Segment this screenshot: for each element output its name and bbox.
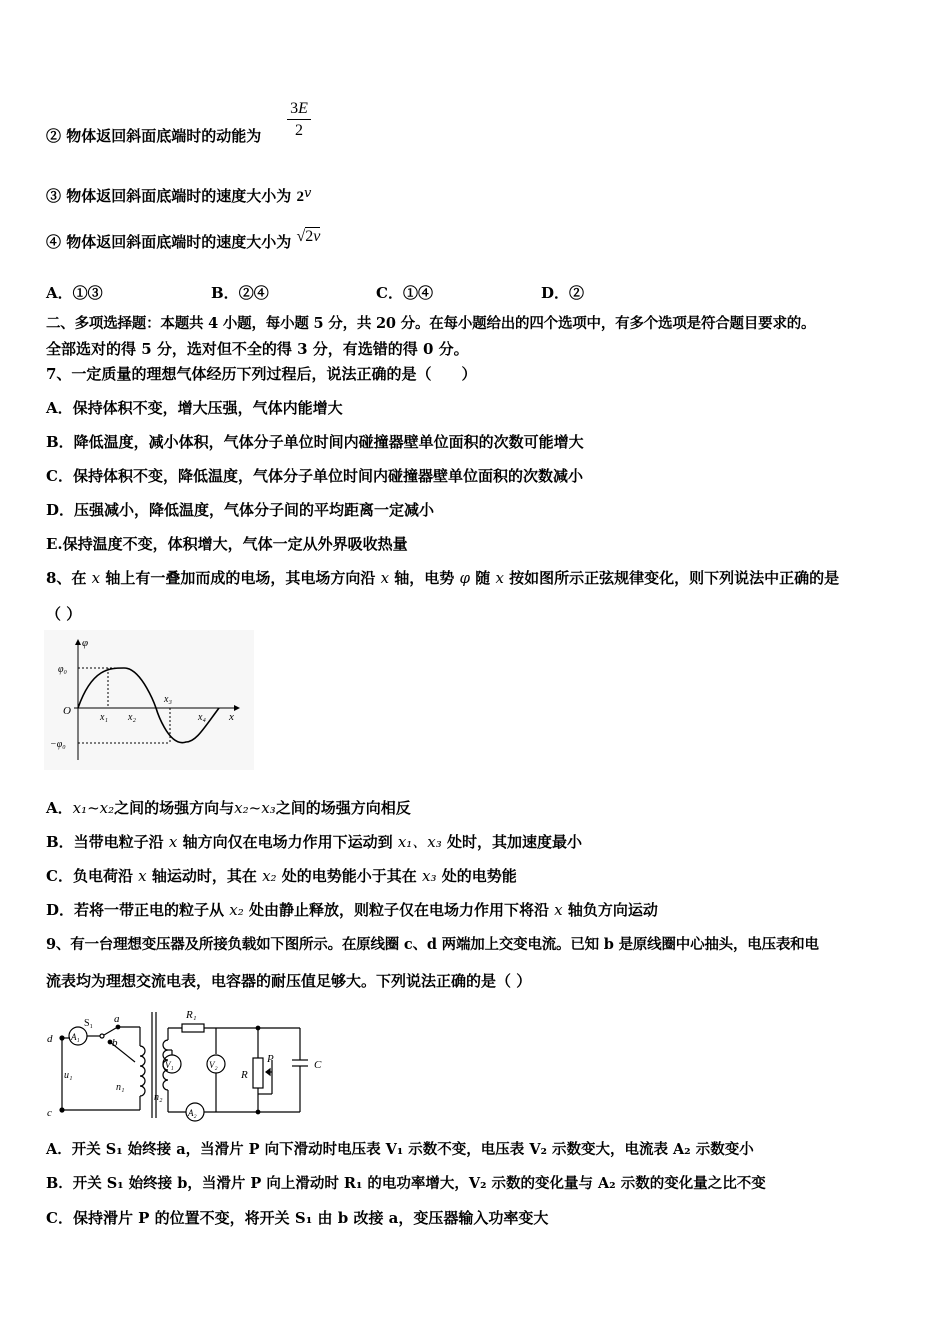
- resistor-r1-label: R₁: [186, 1009, 197, 1021]
- turns-n2-label: n₂: [154, 1092, 163, 1103]
- phi0-label: φ₀: [58, 664, 68, 675]
- x1-label: x₁: [100, 712, 108, 723]
- q8-option-c[interactable]: C．负电荷沿 x 轴运动时，其在 x₂ 处的电势能小于其在 x₃ 处的电势能: [46, 867, 517, 885]
- q8-option-a[interactable]: A．x₁~x₂之间的场强方向与x₂~x₃之间的场强方向相反: [46, 799, 411, 817]
- q8-option-d[interactable]: D．若将一带正电的粒子从 x₂ 处由静止释放，则粒子仅在电场力作用下将沿 x 轴负方向运动: [46, 901, 658, 919]
- tap-a-label: a: [114, 1013, 120, 1025]
- q6-option-b[interactable]: B．②④: [211, 284, 269, 302]
- kinetic-energy-fraction: [287, 100, 311, 140]
- capacitor-c-label: C: [314, 1059, 322, 1071]
- q9-stem-line2: 流表均为理想交流电表，电容器的耐压值足够大。下列说法正确的是（ ）: [46, 972, 532, 990]
- q7-option-a[interactable]: A．保持体积不变，增大压强，气体内能增大: [46, 399, 343, 417]
- slider-p-label: P: [267, 1053, 274, 1065]
- q6-option-c[interactable]: C．①④: [376, 284, 433, 302]
- q7-stem: 7、一定质量的理想气体经历下列过程后，说法正确的是（ ）: [46, 365, 477, 383]
- origin-label: O: [63, 705, 71, 717]
- q8-stem-blank: （ ）: [46, 605, 82, 623]
- x-axis-label: x: [229, 711, 234, 723]
- switch-s1-label: S₁: [84, 1018, 94, 1029]
- turns-n1-label: n₁: [116, 1082, 125, 1093]
- q9-option-b[interactable]: B．开关 S₁ 始终接 b，当滑片 P 向上滑动时 R₁ 的电功率增大，V₂ 示数的变化量与 A₂ 示数的变化量之比不变: [46, 1175, 766, 1192]
- x2-label: x₂: [128, 712, 136, 723]
- rheostat-r-label: R: [241, 1069, 248, 1081]
- q9-option-c[interactable]: C．保持滑片 P 的位置不变，将开关 S₁ 由 b 改接 a，变压器输入功率变大: [46, 1209, 549, 1227]
- ammeter-a2-label: A₂: [188, 1108, 197, 1118]
- statement-3: ③ 物体返回斜面底端时的速度大小为 2v: [46, 186, 312, 205]
- potential-sine-graph: [44, 630, 254, 770]
- q8-stem: 8、在 x 轴上有一叠加而成的电场，其电场方向沿 x 轴，电势 φ 随 x 按如图所示正弦规律变化，则下列说法中正确的是: [46, 569, 840, 587]
- statement-4: ④ 物体返回斜面底端时的速度大小为 √2v: [46, 228, 321, 251]
- x4-label: x₄: [198, 712, 206, 723]
- section-heading-line1: 二、多项选择题：本题共 4 小题，每小题 5 分，共 20 分。在每小题给出的四个选项中，有多个选项是符合题目要求的。: [46, 315, 816, 332]
- terminal-d: d: [47, 1033, 53, 1045]
- q9-option-a[interactable]: A．开关 S₁ 始终接 a，当滑片 P 向下滑动时电压表 V₁ 示数不变，电压表 V₂ 示数变大，电流表 A₂ 示数变小: [46, 1141, 754, 1158]
- q8-option-b[interactable]: B．当带电粒子沿 x 轴方向仅在电场力作用下运动到 x₁、x₃ 处时，其加速度最小: [46, 833, 583, 851]
- q7-option-e[interactable]: E.保持温度不变，体积增大，气体一定从外界吸收热量: [46, 535, 408, 553]
- q7-option-b[interactable]: B．降低温度，减小体积，气体分子单位时间内碰撞器壁单位面积的次数可能增大: [46, 433, 584, 451]
- neg-phi0-label: −φ₀: [50, 739, 66, 750]
- q7-option-d[interactable]: D．压强减小，降低温度，气体分子间的平均距离一定减小: [46, 501, 435, 519]
- voltmeter-v2-label: V₂: [209, 1060, 218, 1070]
- tap-b-label: b: [112, 1037, 118, 1049]
- phi-axis-label: φ: [82, 637, 89, 649]
- fraction-denominator: 2: [295, 122, 303, 139]
- q7-option-c[interactable]: C．保持体积不变，降低温度，气体分子单位时间内碰撞器壁单位面积的次数减小: [46, 467, 583, 485]
- voltmeter-v1-label: V₁: [165, 1060, 174, 1070]
- voltage-u1-label: u₁: [64, 1070, 73, 1081]
- q9-stem-line1: 9、有一台理想变压器及所接负载如下图所示。在原线圈 c、d 两端加上交变电流。已知 b 是原线圈中心抽头，电压表和电: [46, 936, 819, 953]
- transformer-circuit: [42, 1000, 342, 1125]
- statement-2: ② 物体返回斜面底端时的动能为: [46, 127, 262, 145]
- section-heading-line2: 全部选对的得 5 分，选对但不全的得 3 分，有选错的得 0 分。: [46, 340, 469, 358]
- fraction-numerator: 3E: [287, 100, 311, 120]
- q6-option-d[interactable]: D．②: [541, 284, 585, 302]
- terminal-c: c: [47, 1107, 52, 1119]
- q6-option-a[interactable]: A．①③: [46, 284, 103, 302]
- graph-background: [44, 630, 254, 770]
- ammeter-a1-label: A₁: [71, 1032, 80, 1042]
- x3-label: x₃: [164, 694, 172, 705]
